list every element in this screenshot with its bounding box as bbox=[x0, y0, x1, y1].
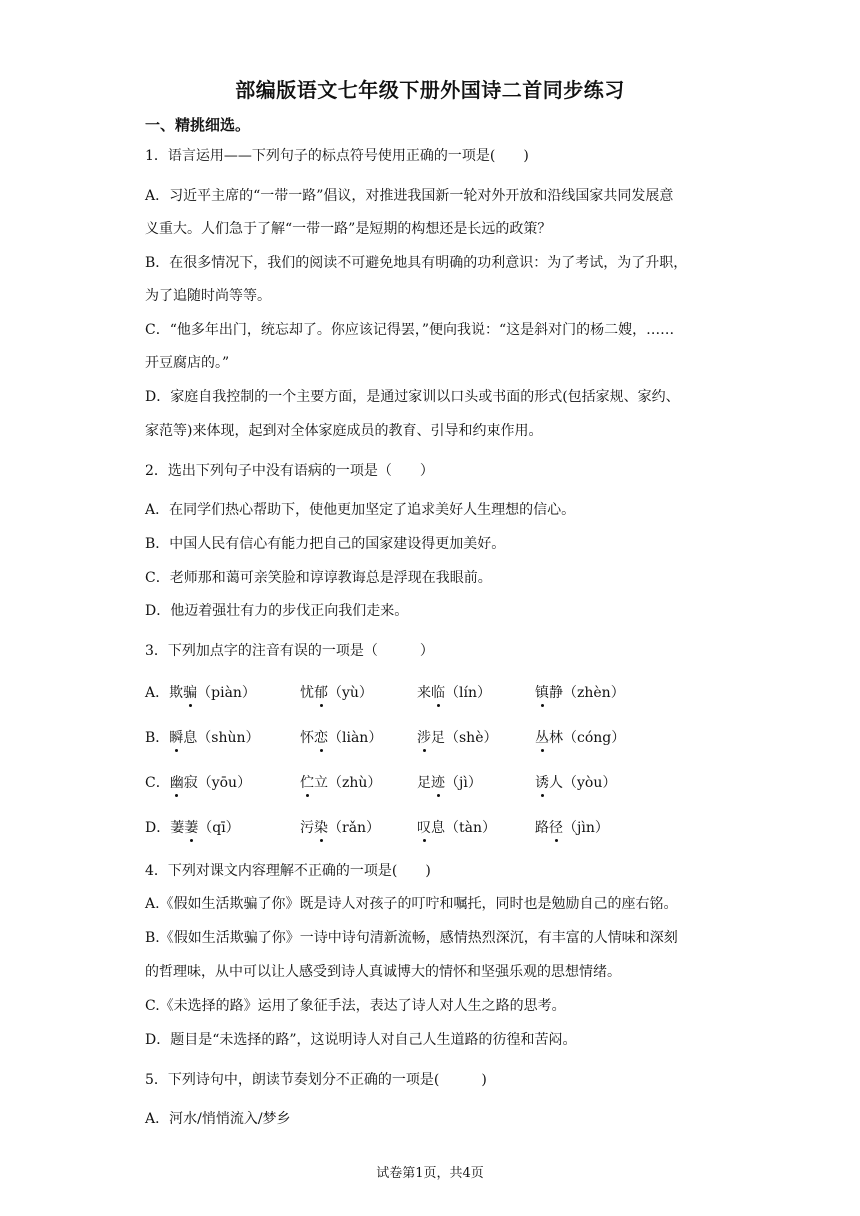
q3-b-item-2 bbox=[417, 728, 498, 748]
q3-a-item-3 bbox=[535, 683, 625, 703]
q2-stem: 2．选出下列句子中没有语病的一项是（ ） bbox=[145, 463, 434, 479]
q5-stem: 5．下列诗句中，朗读节奏划分不正确的一项是( ) bbox=[145, 1072, 487, 1088]
q3-pinyin: （shùn） bbox=[197, 730, 260, 746]
q3-word-prefix: 忧 bbox=[300, 685, 314, 701]
q3-pinyin: （jì） bbox=[445, 775, 482, 791]
q1-option-a-line2: 义重大。人们急于了解“一带一路”是短期的构想还是长远的政策？ bbox=[145, 221, 552, 237]
q3-dotted-char: 骗 bbox=[183, 685, 198, 701]
q3-dotted-char: 涉 bbox=[417, 730, 431, 746]
q3-word-suffix: 寂 bbox=[183, 775, 198, 791]
q3-word-prefix: A．欺 bbox=[145, 685, 184, 701]
q3-d-item-0 bbox=[145, 818, 240, 838]
q3-pinyin: （lín） bbox=[445, 685, 491, 701]
q4-stem: 4．下列对课文内容理解不正确的一项是( ) bbox=[145, 863, 431, 879]
q5-option-a: A．河水/悄悄流入/梦乡 bbox=[145, 1111, 291, 1127]
q3-dotted-char: 临 bbox=[431, 685, 445, 701]
q3-c-item-3 bbox=[535, 773, 616, 793]
q3-word-suffix: 足 bbox=[431, 730, 445, 746]
q3-pinyin: （liàn） bbox=[328, 730, 383, 746]
q3-pinyin: （yōu） bbox=[197, 775, 252, 791]
q1-option-b-line1: B．在很多情况下，我们的阅读不可避免地具有明确的功利意识：为了考试，为了升职， bbox=[145, 255, 688, 271]
q3-c-item-0 bbox=[145, 773, 251, 793]
q3-b-item-0 bbox=[145, 728, 260, 748]
q1-stem: 1．语言运用——下列句子的标点符号使用正确的一项是( ) bbox=[145, 148, 529, 164]
section-heading: 一、精挑细选。 bbox=[145, 116, 251, 134]
q3-dotted-char: 萋 bbox=[184, 820, 199, 836]
q3-pinyin: （zhèn） bbox=[563, 685, 625, 701]
q3-dotted-char: 郁 bbox=[314, 685, 328, 701]
q3-c-item-1 bbox=[300, 773, 381, 793]
q1-option-c-line2: 开豆腐店的。” bbox=[145, 355, 230, 371]
q3-stem: 3．下列加点字的注音有误的一项是（ ） bbox=[145, 643, 434, 659]
q3-word-prefix: D．萋 bbox=[145, 820, 185, 836]
q3-dotted-char: 伫 bbox=[300, 775, 314, 791]
q3-pinyin: （qī） bbox=[198, 820, 240, 836]
q3-a-item-2 bbox=[417, 683, 491, 703]
q4-option-a: A.《假如生活欺骗了你》既是诗人对孩子的叮咛和嘱托，同时也是勉励自己的座右铭。 bbox=[145, 896, 678, 912]
q3-a-item-1 bbox=[300, 683, 373, 703]
q3-pinyin: （piàn） bbox=[197, 685, 256, 701]
q2-option-c: C．老师那和蔼可亲笑脸和谆谆教诲总是浮现在我眼前。 bbox=[145, 570, 492, 586]
q4-option-b-line2: 的哲理味，从中可以让人感受到诗人真诚博大的情怀和坚强乐观的思想情绪。 bbox=[145, 964, 621, 980]
q3-pinyin: （jìn） bbox=[563, 820, 609, 836]
q3-word-prefix: 路 bbox=[535, 820, 549, 836]
q3-c-item-2 bbox=[417, 773, 482, 793]
q3-pinyin: （yòu） bbox=[563, 775, 617, 791]
q3-a-item-0 bbox=[145, 683, 256, 703]
q1-option-d-line1: D．家庭自我控制的一个主要方面，是通过家训以口头或书面的形式(包括家规、家约、 bbox=[145, 389, 680, 405]
q3-word-suffix: 林 bbox=[549, 730, 563, 746]
q3-word-suffix: 静 bbox=[549, 685, 563, 701]
q1-option-a-line1: A．习近平主席的“一带一路”倡议，对推进我国新一轮对外开放和沿线国家共同发展意 bbox=[145, 188, 674, 204]
q3-d-item-1 bbox=[300, 818, 380, 838]
q2-option-a: A．在同学们热心帮助下，使他更加坚定了追求美好人生理想的信心。 bbox=[145, 502, 576, 518]
q3-word-prefix: B． bbox=[145, 730, 170, 746]
q3-dotted-char: 诱 bbox=[535, 775, 549, 791]
q4-option-d: D．题目是“未选择的路”，这说明诗人对自己人生道路的彷徨和苦闷。 bbox=[145, 1032, 577, 1048]
page-title: 部编版语文七年级下册外国诗二首同步练习 bbox=[235, 78, 625, 102]
q3-pinyin: （tàn） bbox=[445, 820, 496, 836]
q3-d-item-3 bbox=[535, 818, 609, 838]
q2-option-d: D．他迈着强壮有力的步伐正向我们走来。 bbox=[145, 603, 409, 619]
q3-b-item-3 bbox=[535, 728, 625, 748]
q3-word-suffix: 息 bbox=[431, 820, 445, 836]
q3-dotted-char: 幽 bbox=[169, 775, 184, 791]
q3-dotted-char: 镇 bbox=[535, 685, 549, 701]
q3-word-prefix: 污 bbox=[300, 820, 314, 836]
q3-dotted-char: 恋 bbox=[314, 730, 328, 746]
q3-word-prefix: 怀 bbox=[300, 730, 314, 746]
q3-word-prefix: 足 bbox=[417, 775, 431, 791]
q3-word-suffix: 人 bbox=[549, 775, 563, 791]
q3-word-suffix: 立 bbox=[314, 775, 328, 791]
q3-dotted-char: 径 bbox=[549, 820, 563, 836]
q4-option-c: C.《未选择的路》运用了象征手法，表达了诗人对人生之路的思考。 bbox=[145, 998, 566, 1014]
q3-dotted-char: 叹 bbox=[417, 820, 431, 836]
q1-option-c-line1: C．“他多年出门，统忘却了。你应该记得罢，”便向我说：“这是斜对门的杨二嫂，…… bbox=[145, 322, 675, 338]
q3-dotted-char: 瞬 bbox=[169, 730, 184, 746]
q3-pinyin: （cóng） bbox=[563, 730, 626, 746]
q3-pinyin: （shè） bbox=[445, 730, 498, 746]
q3-dotted-char: 染 bbox=[314, 820, 328, 836]
q4-option-b-line1: B.《假如生活欺骗了你》一诗中诗句清新流畅，感情热烈深沉，有丰富的人情味和深刻 bbox=[145, 930, 678, 946]
q3-b-item-1 bbox=[300, 728, 382, 748]
page-footer: 试卷第1页，共4页 bbox=[376, 1166, 484, 1181]
q3-word-prefix: C． bbox=[145, 775, 170, 791]
q3-word-prefix: 来 bbox=[417, 685, 431, 701]
q3-pinyin: （yù） bbox=[328, 685, 373, 701]
q3-d-item-2 bbox=[417, 818, 496, 838]
q3-pinyin: （zhù） bbox=[328, 775, 382, 791]
q3-pinyin: （rǎn） bbox=[328, 820, 381, 836]
q3-dotted-char: 迹 bbox=[431, 775, 445, 791]
q2-option-b: B．中国人民有信心有能力把自己的国家建设得更加美好。 bbox=[145, 536, 506, 552]
q1-option-b-line2: 为了追随时尚等等。 bbox=[145, 288, 271, 304]
q3-dotted-char: 丛 bbox=[535, 730, 549, 746]
q3-word-suffix: 息 bbox=[183, 730, 198, 746]
q1-option-d-line2: 家范等)来体现，起到对全体家庭成员的教育、引导和约束作用。 bbox=[145, 423, 543, 439]
